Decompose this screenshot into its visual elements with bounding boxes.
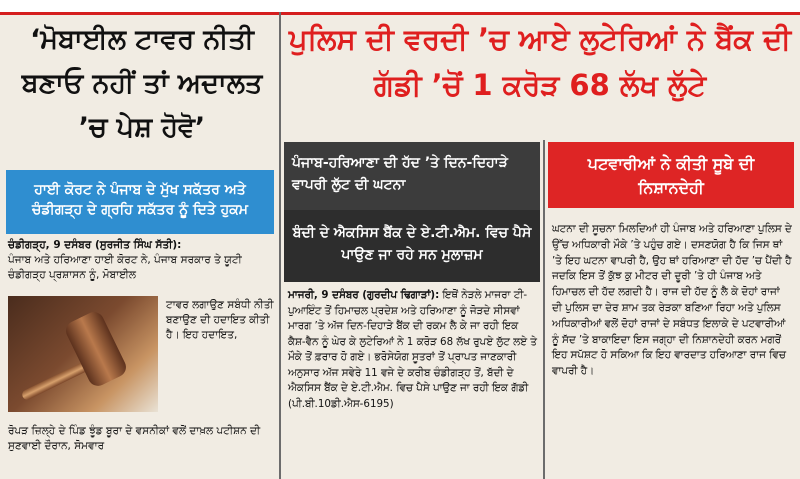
- left-subheadline-banner: ਹਾਈ ਕੋਰਟ ਨੇ ਪੰਜਾਬ ਦੇ ਮੁੱਖ ਸਕੱਤਰ ਅਤੇ ਚੰਡੀਗੜ੍ਹ ਦੇ ਗ੍ਰਹਿ ਸਕੱਤਰ ਨੂੰ ਦਿਤੇ ਹੁਕਮ: [6, 170, 274, 234]
- left-body-top: ਪੰਜਾਬ ਅਤੇ ਹਰਿਆਣਾ ਹਾਈ ਕੋਰਟ ਨੇ, ਪੰਜਾਬ ਸਰਕਾਰ ਤੇ ਯੂਟੀ ਚੰਡੀਗੜ੍ਹ ਪ੍ਰਸ਼ਾਸਨ ਨੂੰ, ਮੋਬਾਈਲ: [8, 254, 242, 281]
- gavel-photo: [8, 296, 158, 412]
- right-subheadline-banner: ਪਟਵਾਰੀਆਂ ਨੇ ਕੀਤੀ ਸੂਬੇ ਦੀ ਨਿਸ਼ਾਨਦੇਹੀ: [548, 142, 794, 208]
- left-headline: ‘ਮੋਬਾਈਲ ਟਾਵਰ ਨੀਤੀ ਬਣਾਓ ਨਹੀਂ ਤਾਂ ਅਦਾਲਤ ’ਚ ਪੇਸ਼ ਹੋਵੋ’: [21, 24, 263, 143]
- right-body: ਘਟਨਾ ਦੀ ਸੂਚਨਾ ਮਿਲਦਿਆਂ ਹੀ ਪੰਜਾਬ ਅਤੇ ਹਰਿਆਣਾ ਪੁਲਿਸ ਦੇ ਉੱਚ ਅਧਿਕਾਰੀ ਮੌਕੇ ’ਤੇ ਪਹੁੰਚ ਗਏ। ਦਸਣਯੋਗ ਹੈ ਕਿ ਜਿਸ ਥਾਂ ’ਤੇ ਇਹ ਘਟਨਾ ਵਾਪਰੀ ਹੈ, ਉਹ ਥਾਂ ਹਰਿਆਣਾ ਦੀ ਹੱਦ ’ਚ ਪੈਂਦੀ ਹੈ ਜਦਕਿ ਇਸ ਤੋਂ ਕੁੱਝ ਕੁ ਮੀਟਰ ਦੀ ਦੂਰੀ ’ਤੇ ਹੀ ਪੰਜਾਬ ਅਤੇ ਹਿਮਾਚਲ ਦੀ ਹੱਦ ਲਗਦੀ ਹੈ। ਰਾਜ ਦੀ ਹੱਦ ਨੂੰ ਲੈ ਕੇ ਦੋਹਾਂ ਰਾਜਾਂ ਦੀ ਪੁਲਿਸ ਦਾ ਦੇਰ ਸ਼ਾਮ ਤਕ ਰੇੜਕਾ ਬਣਿਆ ਰਿਹਾ ਅਤੇ ਪੁਲਿਸ ਅਧਿਕਾਰੀਆਂ ਵਲੋਂ ਦੋਹਾਂ ਰਾਜਾਂ ਦੇ ਸਬੰਧਤ ਇਲਾਕੇ ਦੇ ਪਟਵਾਰੀਆਂ ਨੂੰ ਸੱਦ ’ਤੇ ਬਾਕਾਇਦਾ ਇਸ ਜਗ੍ਹਾ ਦੀ ਨਿਸ਼ਾਨਦੇਹੀ ਕਰਨ ਮਗਰੋਂ ਇਹ ਸਪੱਸ਼ਟ ਹੋ ਸਕਿਆ ਕਿ ਇਹ ਵਾਰਦਾਤ ਹਰਿਆਣਾ ਰਾਜ ਵਿਚ ਵਾਪਰੀ ਹੈ।: [552, 223, 792, 378]
- middle-subheadline-1: ਪੰਜਾਬ-ਹਰਿਆਣਾ ਦੀ ਹੱਦ ’ਤੇ ਦਿਨ-ਦਿਹਾੜੇ ਵਾਪਰੀ ਲੁੱਟ ਦੀ ਘਟਨਾ: [284, 142, 540, 210]
- left-dateline: ਚੰਡੀਗੜ੍ਹ, 9 ਦਸੰਬਰ (ਸੁਰਜੀਤ ਸਿੰਘ ਸੱਤੀ):: [8, 239, 182, 251]
- middle-subheadline-2: ਬੰਦੀ ਦੇ ਐਕਸਿਸ ਬੈਂਕ ਦੇ ਏ.ਟੀ.ਐਮ. ਵਿਚ ਪੈਸੇ ਪਾਉਣ ਜਾ ਰਹੇ ਸਨ ਮੁਲਾਜ਼ਮ: [284, 210, 540, 282]
- main-headline: ਪੁਲਿਸ ਦੀ ਵਰਦੀ ’ਚ ਆਏ ਲੁਟੇਰਿਆਂ ਨੇ ਬੈਂਕ ਦੀ ਗੱਡੀ ’ਚੋਂ 1 ਕਰੋੜ 68 ਲੱਖ ਲੁੱਟੇ: [288, 22, 792, 102]
- top-border: [0, 0, 800, 15]
- middle-body-text: ਇਥੋਂ ਨੇੜਲੇ ਮਾਜਰਾ ਟੀ-ਪੁਆਇੰਟ ਤੋਂ ਹਿਮਾਚਲ ਪ੍ਰਦੇਸ਼ ਅਤੇ ਹਰਿਆਣਾ ਨੂੰ ਜੋੜਦੇ ਸੀਸਵਾਂ ਮਾਰਗ ’ਤੇ ਅੱਜ ਦਿਨ-ਦਿਹਾੜੇ ਬੈਂਕ ਦੀ ਰਕਮ ਲੈ ਕੇ ਜਾ ਰਹੀ ਇਕ ਕੈਸ਼-ਵੈਨ ਨੂੰ ਘੇਰ ਕੇ ਲੁਟੇਰਿਆਂ ਨੇ 1 ਕਰੋੜ 68 ਲੱਖ ਰੁਪਏ ਲੁੱਟ ਲਏ ਤੇ ਮੌਕੇ ਤੋਂ ਫ਼ਰਾਰ ਹੋ ਗਏ। ਭਰੋਸੇਯੋਗ ਸੂਤਰਾਂ ਤੋਂ ਪ੍ਰਾਪਤ ਜਾਣਕਾਰੀ ਅਨੁਸਾਰ ਅੱਜ ਸਵੇਰੇ 11 ਵਜੇ ਦੇ ਕਰੀਬ ਚੰਡੀਗੜ੍ਹ ਤੋਂ, ਬੱਦੀ ਦੇ ਐਕਸਿਸ ਬੈਂਕ ਦੇ ਏ.ਟੀ.ਐਮ. ਵਿਚ ਪੈਸੇ ਪਾਉਣ ਜਾ ਰਹੀ ਇਕ ਗੱਡੀ (ਪੀ.ਬੀ.10ਡੀ.ਐਸ-6195): [288, 289, 537, 410]
- middle-dateline: ਮਾਜਰੀ, 9 ਦਸੰਬਰ (ਗੁਰਦੀਪ ਢਿਗਾੜਾਂ):: [288, 289, 440, 301]
- column-divider-left: [279, 12, 281, 479]
- left-body-bottom: ਰੋਪੜ ਜ਼ਿਲ੍ਹੇ ਦੇ ਪਿੰਡ ਝੂੰਡ ਬੂਰਾ ਦੇ ਵਸਨੀਕਾਂ ਵਲੋਂ ਦਾਖ਼ਲ ਪਟੀਸ਼ਨ ਦੀ ਸੁਣਵਾਈ ਦੌਰਾਨ, ਸੋਮਵਾਰ: [8, 425, 261, 452]
- middle-body: [288, 288, 538, 412]
- column-divider-right: [543, 140, 545, 479]
- left-body-side: ਟਾਵਰ ਲਗਾਉਣ ਸਬੰਧੀ ਨੀਤੀ ਬਣਾਉਣ ਦੀ ਹਦਾਇਤ ਕੀਤੀ ਹੈ। ਇਹ ਹਦਾਇਤ,: [166, 299, 274, 341]
